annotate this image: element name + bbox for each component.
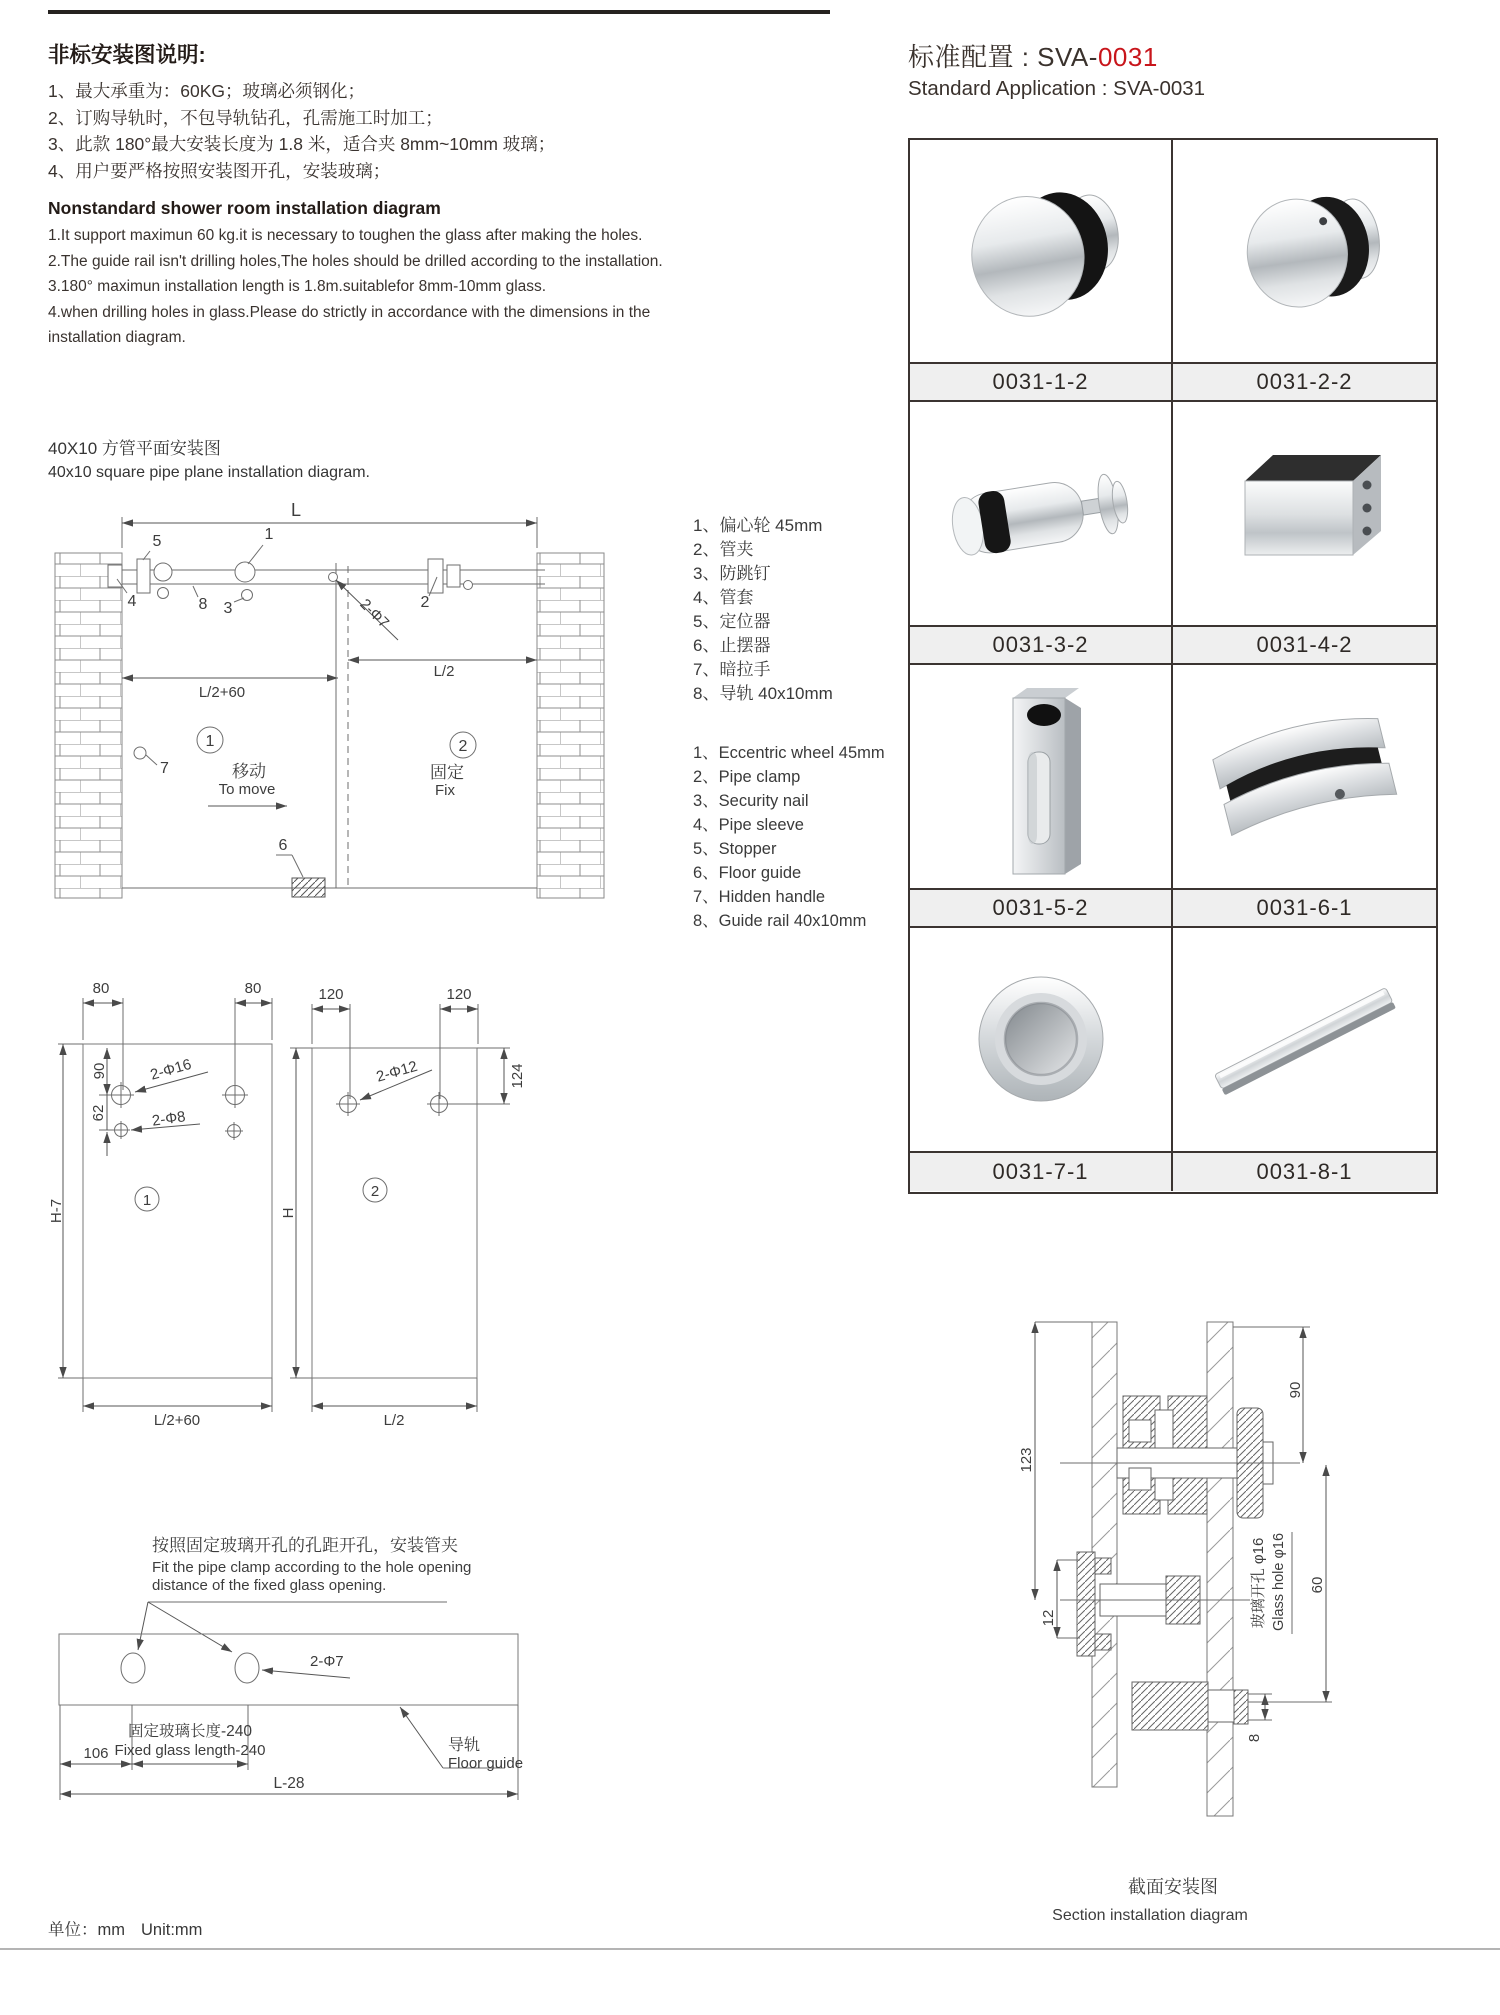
sec-ext-8 bbox=[1248, 1694, 1272, 1720]
product-code: 0031-5-2 bbox=[910, 890, 1173, 928]
callout-1: 1 bbox=[264, 526, 274, 543]
product-code: 0031-2-2 bbox=[1173, 364, 1436, 402]
dim-half-p2: L/2 bbox=[383, 1412, 405, 1429]
label-2phi16: 2-Φ16 bbox=[148, 1055, 194, 1084]
pipe-clamp-assembly bbox=[1077, 1552, 1200, 1656]
dim-120-right: 120 bbox=[446, 986, 472, 1003]
label-2phi7: 2-Φ7 bbox=[310, 1653, 344, 1670]
standard-config-title bbox=[908, 42, 1205, 73]
move-label-cn: 移动 bbox=[232, 762, 266, 781]
callout-8: 8 bbox=[198, 596, 208, 613]
product-photo-0031-4-2 bbox=[1173, 402, 1436, 627]
parts-item-en: 7、Hidden handle bbox=[693, 888, 826, 906]
p2-holes bbox=[336, 1092, 451, 1116]
dim-H: H bbox=[280, 1207, 297, 1219]
parts-item-en: 4、Pipe sleeve bbox=[693, 816, 804, 834]
rail-components bbox=[108, 559, 473, 601]
label-2phi8: 2-Φ8 bbox=[150, 1108, 187, 1130]
move-label-en: To move bbox=[218, 781, 276, 798]
notes-en-line: 1.It support maximun 60 kg.it is necessary to toughen the glass after making the holes. bbox=[48, 227, 643, 244]
unit-note bbox=[48, 1916, 202, 1940]
fix-label-cn: 固定 bbox=[430, 763, 464, 782]
clamp-note-en1: Fit the pipe clamp according to the hole opening bbox=[152, 1559, 472, 1576]
rail-drilling-drawing bbox=[40, 1520, 740, 1810]
rail-hole-1 bbox=[121, 1653, 145, 1683]
parts-item-en: 6、Floor guide bbox=[693, 864, 802, 882]
standard-application-header bbox=[908, 42, 1205, 102]
product-code: 0031-8-1 bbox=[1173, 1153, 1436, 1191]
parts-item-cn: 6、止摆器 bbox=[693, 636, 771, 655]
dim-label-half: L/2 bbox=[433, 663, 455, 680]
section-caption-cn: 截面安装图 bbox=[1128, 1877, 1218, 1897]
dim-80-left: 80 bbox=[92, 980, 110, 997]
glass-hole-label-cn: 玻璃开孔 φ16 bbox=[1250, 1537, 1267, 1629]
eccentric-wheel-image bbox=[911, 140, 1171, 362]
dim-62: 62 bbox=[90, 1104, 107, 1122]
dim-halfplus-p1: L/2+60 bbox=[153, 1412, 201, 1429]
unit-note-cn: 单位：mm bbox=[48, 1921, 125, 1939]
product-photo-0031-1-2 bbox=[910, 140, 1173, 364]
guide-rail-bar bbox=[59, 1634, 518, 1705]
dim-L-28: L-28 bbox=[273, 1775, 305, 1792]
parts-item-cn: 2、管夹 bbox=[693, 540, 754, 559]
product-photo-0031-5-2 bbox=[910, 665, 1173, 890]
rail-hole-2 bbox=[235, 1653, 259, 1683]
product-code: 0031-3-2 bbox=[910, 627, 1173, 665]
product-code: 0031-6-1 bbox=[1173, 890, 1436, 928]
callout-6: 6 bbox=[278, 837, 288, 854]
notes-cn-item: 1、最大承重为：60KG；玻璃必须钢化； bbox=[48, 81, 365, 101]
pipe-sleeve-image bbox=[1175, 403, 1435, 625]
notes-block bbox=[48, 38, 708, 351]
product-photo-0031-2-2 bbox=[1173, 140, 1436, 364]
notes-cn-title: 非标安装图说明: bbox=[48, 43, 206, 67]
p2-bottom-extensions bbox=[312, 1378, 477, 1412]
product-photo-0031-8-1 bbox=[1173, 928, 1436, 1153]
notes-en-line: 2.The guide rail isn't drilling holes,The holes should be drilled according to the installation. bbox=[48, 252, 663, 270]
callout-2-dia7: 2-Φ7 bbox=[356, 595, 393, 632]
floor-guide-label-en: Floor guide bbox=[448, 1755, 524, 1772]
notes-cn-item: 3、此款 180°最大安装长度为 1.8 米，适合夹 8mm~10mm 玻璃； bbox=[48, 134, 556, 154]
parts-item-cn: 1、偏心轮 45mm bbox=[693, 516, 823, 535]
p2-right-extensions bbox=[448, 1048, 510, 1104]
dim-extensions bbox=[122, 517, 537, 548]
roller-image bbox=[911, 403, 1171, 625]
section-caption-en: Section installation diagram bbox=[1052, 1907, 1248, 1924]
parts-item-cn: 5、定位器 bbox=[693, 612, 771, 631]
dim-120-left: 120 bbox=[318, 986, 344, 1003]
dim-label-L: L bbox=[290, 500, 302, 520]
product-photo-0031-3-2 bbox=[910, 402, 1173, 627]
rail-and-glass-lines bbox=[113, 563, 545, 888]
callout-5: 5 bbox=[152, 533, 162, 550]
panel-2-marker: 2 bbox=[458, 738, 468, 755]
glass-panel-2-outline bbox=[312, 1048, 477, 1378]
moving-glass-section bbox=[1092, 1322, 1117, 1787]
notes-en-line: installation diagram. bbox=[48, 329, 186, 346]
plan-title-en: 40x10 square pipe plane installation diagram. bbox=[48, 464, 370, 481]
dim-80-right: 80 bbox=[244, 980, 262, 997]
product-code: 0031-7-1 bbox=[910, 1153, 1173, 1191]
plan-callouts bbox=[117, 526, 437, 897]
parts-item-cn: 3、防跳钉 bbox=[693, 564, 771, 583]
parts-list-en bbox=[693, 741, 885, 933]
dim-124: 124 bbox=[509, 1063, 526, 1089]
callout-4: 4 bbox=[127, 593, 137, 610]
stopper-clamp-image bbox=[1175, 666, 1435, 888]
hidden-handle-image bbox=[911, 929, 1171, 1151]
dim-60: 60 bbox=[1309, 1576, 1326, 1594]
dim-106: 106 bbox=[83, 1745, 109, 1762]
parts-item-en: 3、Security nail bbox=[693, 792, 809, 810]
product-photo-0031-7-1 bbox=[910, 928, 1173, 1153]
notes-cn-item: 4、用户要严格按照安装图开孔，安装玻璃； bbox=[48, 160, 391, 181]
top-rule bbox=[48, 10, 830, 14]
plan-title-cn: 40X10 方管平面安装图 bbox=[48, 439, 221, 458]
roller-assembly bbox=[1117, 1396, 1273, 1518]
clamp-note-en2: distance of the fixed glass opening. bbox=[152, 1577, 387, 1594]
product-grid bbox=[908, 138, 1438, 1194]
panel-1-marker: 1 bbox=[205, 733, 215, 750]
callout-2: 2 bbox=[420, 594, 430, 611]
section-installation-drawing bbox=[1000, 1310, 1380, 1935]
panel-1-number: 1 bbox=[142, 1192, 152, 1209]
bottom-rule bbox=[0, 1948, 1500, 1950]
notes-cn-item: 2、订购导轨时，不包导轨钻孔，孔需施工时加工； bbox=[48, 107, 443, 128]
plan-installation-drawing bbox=[40, 495, 625, 910]
fixed-glass-section bbox=[1207, 1322, 1233, 1816]
standard-config-code: 0031 bbox=[1097, 42, 1158, 72]
parts-list-cn bbox=[693, 514, 833, 706]
dim-H-7: H-7 bbox=[48, 1198, 65, 1224]
clamp-note-cn: 按照固定玻璃开孔的孔距开孔，安装管夹 bbox=[152, 1536, 458, 1555]
parts-item-en: 2、Pipe clamp bbox=[693, 768, 801, 786]
plan-diagram-title bbox=[48, 437, 370, 484]
glass-drilling-drawing bbox=[40, 960, 730, 1435]
standard-config-label: 标准配置 : SVA- bbox=[908, 42, 1098, 72]
parts-item-cn: 8、导轨 40x10mm bbox=[693, 684, 833, 703]
parts-item-en: 5、Stopper bbox=[693, 840, 777, 858]
left-wall-brick bbox=[55, 553, 122, 898]
dim-123: 123 bbox=[1018, 1447, 1035, 1473]
parts-item-en: 8、Guide rail 40x10mm bbox=[693, 912, 867, 930]
floor-guide-block bbox=[292, 878, 325, 897]
panel-2-number: 2 bbox=[370, 1183, 380, 1200]
callout-3: 3 bbox=[223, 600, 233, 617]
fix-label-en: Fix bbox=[435, 782, 455, 799]
notes-en-line: 3.180° maximun installation length is 1.8m.suitablefor 8mm-10mm glass. bbox=[48, 278, 547, 295]
guide-rail-image bbox=[1175, 929, 1435, 1151]
callout-7: 7 bbox=[160, 760, 169, 777]
dim-12: 12 bbox=[1040, 1609, 1057, 1627]
p2-top-extensions bbox=[312, 1004, 478, 1099]
product-photo-0031-6-1 bbox=[1173, 665, 1436, 890]
dim-90-section: 90 bbox=[1287, 1381, 1304, 1399]
unit-note-en: Unit:mm bbox=[141, 1921, 203, 1939]
product-code: 0031-4-2 bbox=[1173, 627, 1436, 665]
parts-item-cn: 7、暗拉手 bbox=[693, 660, 771, 679]
fixed-glass-length-cn: 固定玻璃长度-240 bbox=[127, 1723, 253, 1740]
label-2phi12: 2-Φ12 bbox=[374, 1057, 420, 1086]
floor-guide-image bbox=[911, 666, 1171, 888]
p1-bottom-extensions bbox=[83, 1378, 272, 1412]
parts-item-cn: 4、管套 bbox=[693, 588, 754, 607]
notes-en-title: Nonstandard shower room installation diagram bbox=[48, 198, 441, 218]
floor-guide-label-cn: 导轨 bbox=[448, 1737, 481, 1754]
dim-label-half-plus: L/2+60 bbox=[198, 684, 246, 701]
right-wall-brick bbox=[537, 553, 604, 898]
product-code: 0031-1-2 bbox=[910, 364, 1173, 402]
notes-en-line: 4.when drilling holes in glass.Please do strictly in accordance with the dimensions in the bbox=[48, 303, 651, 321]
knob-image bbox=[1175, 140, 1435, 362]
parts-item-en: 1、Eccentric wheel 45mm bbox=[693, 744, 885, 762]
glass-hole-label-en: Glass hole φ16 bbox=[1271, 1532, 1287, 1632]
dim-90: 90 bbox=[91, 1062, 108, 1080]
standard-application-subtitle: Standard Application : SVA-0031 bbox=[908, 77, 1206, 100]
dim-8: 8 bbox=[1246, 1733, 1263, 1743]
fixed-glass-length-en: Fixed glass length-240 bbox=[114, 1742, 266, 1759]
